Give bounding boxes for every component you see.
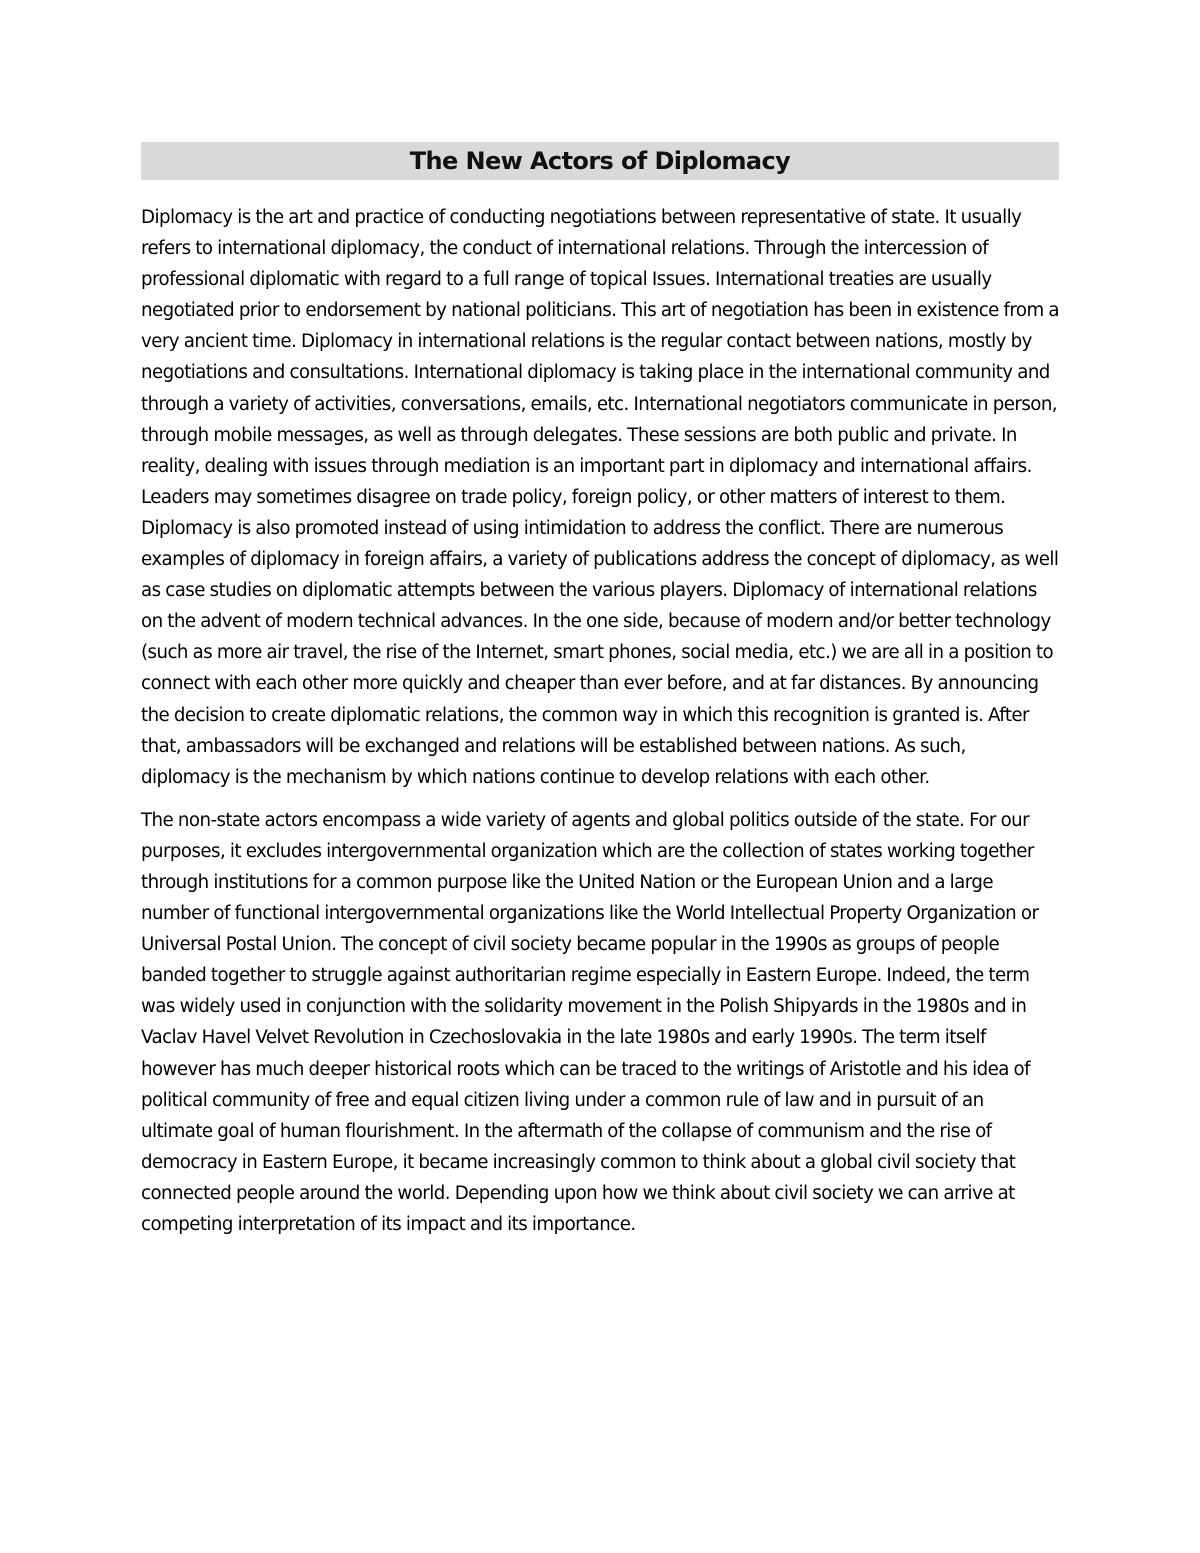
paragraph-non-state-actors: The non-state actors encompass a wide variety of agents and global politics outside of the state. For our purposes, it excludes intergovernmental organization which are the collection of states working together through institutions for a common purpose like the United Nation or the European Union and a large number of functional intergovernmental organizations like the World Intellectual Property Organization or Universal Postal Union. The concept of civil society became popular in the 1990s as groups of people banded together to struggle against authoritarian regime especially in Eastern Europe. Indeed, the term was widely used in conjunction with the solidarity movement in the Polish Shipyards in the 1980s and in Vaclav Havel Velvet Revolution in Czechoslovakia in the late 1980s and early 1990s. The term itself however has much deeper historical roots which can be traced to the writings of Aristotle and his idea of political community of free and equal citizen living under a common rule of law and in pursuit of an ultimate goal of human flourishment. In the aftermath of the collapse of communism and the rise of democracy in Eastern Europe, it became increasingly common to think about a global civil society that connected people around the world. Depending upon how we think about civil society we can arrive at competing interpretation of its impact and its importance.: [141, 809, 1039, 1235]
page-title: The New Actors of Diplomacy: [409, 147, 791, 175]
paragraph-diplomacy: Diplomacy is the art and practice of conducting negotiations between representative of state. It usually refers to international diplomacy, the conduct of international relations. Through the intercession of professional diplomatic with regard to a full range of topical Issues. International treaties are usually negotiated prior to endorsement by national politicians. This art of negotiation has been in existence from a very ancient time. Diplomacy in international relations is the regular contact between nations, mostly by negotiations and consultations. International diplomacy is taking place in the international community and through a variety of activities, conversations, emails, etc. International negotiators communicate in person, through mobile messages, as well as through delegates. These sessions are both public and private. In reality, dealing with issues through mediation is an important part in diplomacy and international affairs. Leaders may sometimes disagree on trade policy, foreign policy, or other matters of interest to them. Diplomacy is also promoted instead of using intimidation to address the conflict. There are numerous examples of diplomacy in foreign affairs, a variety of publications address the concept of diplomacy, as well as case studies on diplomatic attempts between the various players. Diplomacy of international relations on the advent of modern technical advances. In the one side, because of modern and/or better technology (such as more air travel, the rise of the Internet, smart phones, social media, etc.) we are all in a position to connect with each other more quickly and cheaper than ever before, and at far distances. By announcing the decision to create diplomatic relations, the common way in which this recognition is granted is. After that, ambassadors will be exchanged and relations will be established between nations. As such, diplomacy is the mechanism by which nations continue to develop relations with each other.: [141, 207, 1059, 788]
document-body: [141, 142, 1059, 1240]
title-banner: [141, 142, 1059, 180]
